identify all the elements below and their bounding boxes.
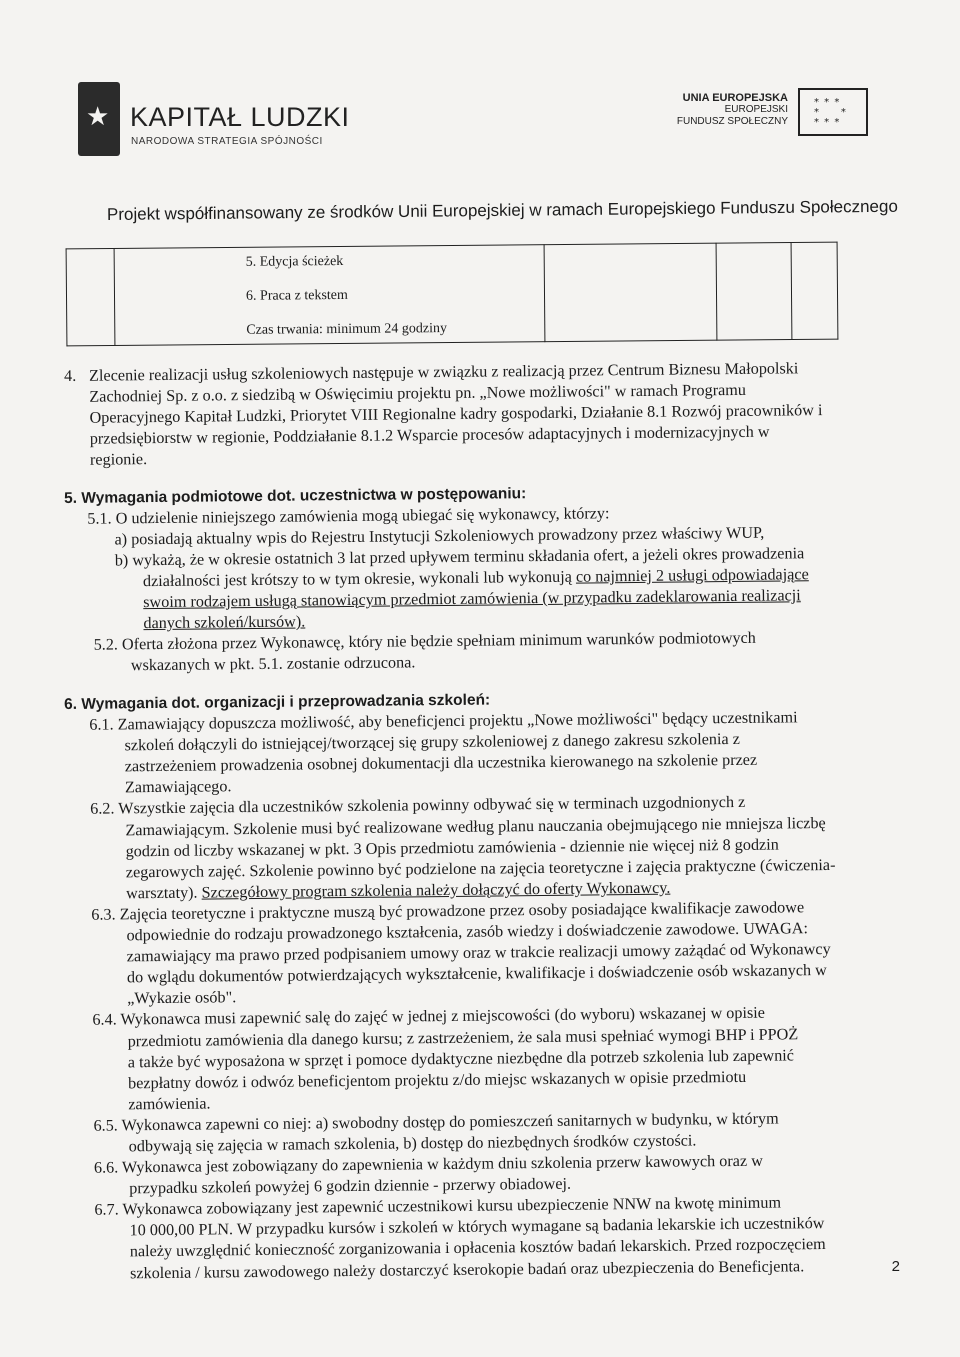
- section-6-line: zastrzeżeniem prowadzenia osobnej dokumentacji dla uczestnika kierowanego na szkolenie przez: [124, 751, 758, 776]
- section-5-1-b-line: swoim rodzajem usługą stanowiącym przedmiot zamówienia (w przypadku zadeklarowania realizacji: [143, 586, 801, 612]
- eu-line-2: EUROPEJSKI: [724, 104, 788, 115]
- section-6-2-text: warsztaty).: [125, 883, 202, 903]
- section-5: [64, 479, 906, 677]
- section-5-heading: 5. Wymagania podmiotowe dot. uczestnictwa w postępowaniu:: [64, 485, 527, 507]
- section-6-line: zamówienia.: [128, 1094, 211, 1114]
- table-row-2: 6. Praca z tekstem: [245, 287, 348, 304]
- section-6-line: przypadku szkoleń powyżej 6 godzin dziennie - przerwy obiadowej.: [129, 1174, 572, 1198]
- section-6-line: odpowiednie do rodzaju prowadzonego kształcenia, zasób wiedzy i doświadczenie zawodowe. UWAGA:: [126, 919, 809, 945]
- eu-flag-icon: * * * * * * * *: [798, 88, 868, 136]
- section-6: [64, 685, 920, 1284]
- kapital-ludzki-emblem-icon: ★: [78, 82, 120, 156]
- eu-text: [677, 92, 788, 128]
- section-6-line: 6.4. Wykonawca musi zapewnić salę do zajęć w jednej z miejscowości (do wyboru) wskazanej w opisie: [92, 1004, 766, 1030]
- logo-name: KAPITAŁ LUDZKI: [130, 102, 350, 132]
- section-4-line: Operacyjnego Kapitał Ludzki, Priorytet VIII Regionalne kadry gospodarki, Działanie 8.1 Rozwój pracowników i: [89, 401, 823, 427]
- logo-subtitle: NARODOWA STRATEGIA SPÓJNOŚCI: [131, 136, 323, 147]
- page-number: 2: [891, 1258, 900, 1275]
- section-5-1-b-text: działalności jest krótszy to w tym okresie, wykonali lub wykonują: [142, 567, 576, 591]
- section-5-2-line: 5.2. Oferta złożona przez Wykonawcę, który nie będzie spełniam minimum warunków podmiotowych: [93, 628, 756, 654]
- section-6-heading: 6. Wymagania dot. organizacji i przeprowadzania szkoleń:: [64, 691, 491, 713]
- section-6-line: 6.2. Wszystkie zajęcia dla uczestników szkolenia powinny odbywać się w terminach uzgodnionych z: [90, 793, 746, 819]
- section-4-line: Zlecenie realizacji usług szkoleniowych następuje w związku z realizacją przez Centrum Biznesu Małopolski: [89, 359, 799, 385]
- eu-line-3: FUNDUSZ SPOŁECZNY: [676, 116, 788, 127]
- section-6-line: „Wykazie osób".: [127, 988, 237, 1008]
- section-6-line: Zamawiającego.: [124, 777, 232, 797]
- section-6-line: do wglądu dokumentów potwierdzających wykształcenie, kwalifikacje i doświadczenie osób wskazanych w: [126, 961, 827, 987]
- section-6-line: 6.5. Wykonawca zapewni co niej: a) swobodny dostęp do pomieszczeń sanitarnych w budynku, w którym: [93, 1109, 779, 1135]
- section-5-1: 5.1. O udzielenie niniejszego zamówienia mogą ubiegać się wykonawcy, którzy:: [87, 504, 610, 528]
- section-5-1-b-line: danych szkoleń/kursów).: [143, 612, 306, 633]
- section-6-line: szkolenia / kursu zawodowego należy dostarczyć kserokopie badań oraz ubezpieczenia do Beneficjenta.: [129, 1256, 805, 1282]
- section-6-line: 6.7. Wykonawca zobowiązany jest zapewnić uczestnikowi kursu ubezpieczenie NNW na kwotę minimum: [94, 1193, 782, 1219]
- kapital-ludzki-logo: [78, 78, 350, 168]
- section-5-2-line: wskazanych w pkt. 5.1. zostanie odrzucona.: [130, 653, 416, 675]
- section-6-line: Zamawiającym. Szkolenie musi być realizowane według planu nauczania obejmującego nie mniejsza liczbę: [125, 813, 826, 839]
- project-cofinancing-line: Projekt współfinansowany ze środków Unii Europejskiej w ramach Europejskiego Funduszu Społecznego: [106, 196, 898, 224]
- section-5-1-b-underlined: co najmniej 2 usługi odpowiadające: [575, 565, 809, 586]
- eu-logo: [678, 88, 868, 144]
- section-6-line: 10 000,00 PLN. W przypadku kursów i szkoleń w których wymagane są badania lekarskie ich uczestników: [129, 1214, 825, 1240]
- section-4-number: 4.: [64, 366, 77, 385]
- section-6-line: 6.1. Zamawiający dopuszcza możliwość, aby beneficjenci projektu „Nowe możliwości" będący uczestnikami: [89, 708, 798, 734]
- section-6-line: 6.3. Zajęcia teoretyczne i praktyczne muszą być prowadzone przez osoby posiadające kwalifikacje zawodowe: [91, 898, 805, 924]
- section-6-line: 6.6. Wykonawca jest zobowiązany do zapewnienia w każdym dniu szkolenia przerw kawowych oraz w: [93, 1151, 763, 1177]
- section-4-line: regionie.: [89, 450, 148, 469]
- section-6-line: przedmiotu zamówienia dla danego kursu; z zastrzeżeniem, że sala musi spełniać wymogi BHP i PPOŻ: [127, 1024, 799, 1050]
- section-6-line: należy uwzględnić konieczność zorganizowania i opłacenia kosztów badań lekarskich. Przed rozpoczęciem: [129, 1235, 826, 1261]
- section-6-line: godzin od liczby wskazanej w pkt. 3 Opis przedmiotu zamówienia - dziennie nie więcej niż 8 godzin: [125, 835, 779, 861]
- section-6-2-underlined: Szczegółowy program szkolenia należy dołączyć do oferty Wykonawcy.: [201, 878, 671, 902]
- section-6-line: szkoleń dołączyli do istniejącej/tworzącej się grupy szkoleniowej z danego zakresu szkolenia z: [124, 730, 740, 755]
- course-table-fragment: [66, 242, 839, 347]
- section-4: [64, 357, 895, 471]
- eu-line-1: UNIA EUROPEJSKA: [682, 92, 788, 104]
- section-5-1-a: a) posiadają aktualny wpis do Rejestru Instytucji Szkoleniowych prowadzony przez właściwy WUP,: [114, 523, 765, 549]
- section-6-line: zamawiający ma prawo przed podpisaniem umowy oraz w trakcie realizacji umowy zażądać od Wykonawcy: [126, 940, 831, 966]
- section-6-line: a także być wyposażona w sprzęt i pomoce dydaktyczne niezbędne dla potrzeb szkolenia lub zapewnić: [127, 1045, 795, 1071]
- section-4-line: Zachodniej Sp. z o.o. z siedzibą w Oświęcimiu projektu pn. „Nowe możliwości" w ramach Programu: [89, 380, 747, 406]
- section-6-line: zegarowych zajęć. Szkolenie powinno być podzielone na zajęcia teoretyczne i zajęcia praktyczne (ćwiczenia-: [125, 855, 836, 882]
- section-4-line: przedsiębiorstw w regionie, Poddziałanie 8.1.2 Wsparcie procesów adaptacyjnych i modernizacyjnych w: [89, 422, 770, 448]
- section-5-1-b-line: b) wykażą, że w okresie ostatnich 3 lat przed upływem terminu składania ofert, a jeżeli okres prowadzenia: [114, 544, 805, 570]
- section-6-line: odbywają się zajęcia w ramach szkolenia, b) dostęp do niezbędnych środków czystości.: [128, 1131, 697, 1156]
- table-row-3: Czas trwania: minimum 24 godziny: [246, 321, 448, 338]
- table-row-1: 5. Edycja ścieżek: [245, 253, 344, 270]
- section-6-line: bezpłatny dowóz i odwóz beneficjentom projektu z/do miejsc wskazanych w opisie przedmiotu: [127, 1067, 747, 1093]
